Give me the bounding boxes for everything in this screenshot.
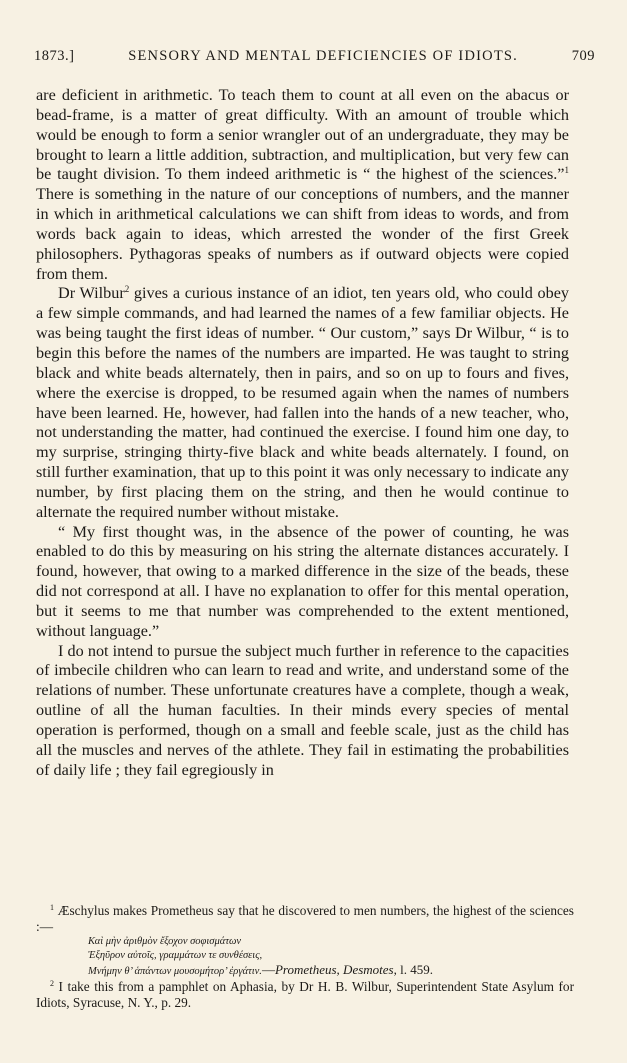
footnote-1-mark: 1: [50, 903, 54, 912]
paragraph-1-text: are deficient in arithmetic. To teach them to count at all even on the abacus or bead-frame, is a matter of great difficulty. With an amount of trouble which would be enough to form a senior wrangler out of an undergraduate, they may be brought to learn a little addition, subtraction, and multiplication, but very few can be taught division. To them indeed arithmetic is “ the highest of the sciences.”: [36, 86, 569, 184]
footnote-2-mark: 2: [50, 979, 54, 988]
citation: [262, 962, 433, 977]
greek-line-2: Ἐξηῦρον αὐτοῖς, γραμμάτων τε συνθέσεις,: [88, 950, 263, 961]
citation-dash: —: [261, 962, 275, 977]
page-number: 709: [571, 48, 595, 64]
greek-line-1: Καὶ μὴν ἀριθμὸν ἔξοχον σοφισμάτων: [88, 936, 242, 947]
paragraph-2-text-cont: gives a curious instance of an idiot, ten years old, who could obey a few simple commands, and had learned the names of a few familiar objects. He was being taught the first ideas of number. “ Our custom,” says Dr Wilbur, “ is to begin this before the names of the numbers are imparted. He was taught to string black and white beads alternately, then in pairs, and so on up to fours and fives, where the exercise is dropped, to be resumed again when the names of numbers have been learned. He, however, had fallen into the hands of a new teacher, who, not understanding the matter, had continued the exercise. I found him one day, to my surprise, stringing thirty-five black and white beads alternately. I found, on still further examination, that up to this point it was only necessary to indicate any number, by first placing them on the string, and then he would continue to alternate the required number without mistake.: [36, 284, 569, 521]
header-year: 1873.]: [34, 48, 75, 64]
footnote-1: [36, 903, 574, 935]
footnote-ref-1: 1: [564, 165, 569, 176]
footnote-2-text: I take this from a pamphlet on Aphasia, by Dr H. B. Wilbur, Superintendent State Asylum for Idiots, Syracuse, N. Y., p. 29.: [36, 979, 574, 1010]
paragraph-1: [36, 86, 569, 284]
paragraph-2-text: Dr Wilbur: [58, 284, 125, 303]
greek-line-3: Μνήμην θ’ ἁπάντων μουσομήτορ’ ἐργάτιν.: [88, 966, 262, 977]
header-title: SENSORY AND MENTAL DEFICIENCIES OF IDIOTS.: [128, 48, 518, 64]
greek-quotation: [36, 935, 574, 979]
citation-title: Prometheus, Desmotes: [274, 962, 394, 977]
paragraph-3: “ My first thought was, in the absence of the power of counting, he was enabled to do this by measuring on his string the alternate distances accurately. I found, however, that owing to a marked difference in the size of the beads, these did not correspond at all. I have no explanation to offer for this mental operation, but it seems to me that number was comprehended to the extent mentioned, without language.”: [36, 522, 569, 640]
main-text: [36, 86, 569, 781]
footnotes: [36, 903, 574, 1011]
footnote-2: [36, 979, 574, 1011]
greek-line-3-row: [88, 963, 574, 979]
running-header: [34, 48, 595, 65]
footnote-1-text: Æschylus makes Prometheus say that he discovered to men numbers, the highest of the sciences :—: [36, 903, 574, 934]
paragraph-1-text-cont: There is something in the nature of our conceptions of numbers, and the manner in which in arithmetical calculations we can shift from ideas to words, and from words back again to ideas, which arrested the wonder of the first Greek philosophers. Pythagoras speaks of numbers as if outward objects were copied from them.: [36, 185, 569, 283]
paragraph-2: [36, 284, 569, 522]
citation-line: , l. 459.: [393, 962, 433, 977]
footnote-ref-2: 2: [124, 284, 130, 295]
paragraph-4: I do not intend to pursue the subject much further in reference to the capacities of imbecile children who can learn to read and write, and understand some of the relations of number. These unfortunate creatures have a complete, though a weak, outline of all the human faculties. In their minds every species of mental operation is performed, though on a small and feeble scale, just as the child has all the muscles and nerves of the athlete. They fail in estimating the probabilities of daily life ; they fail egregiously in: [36, 641, 569, 779]
